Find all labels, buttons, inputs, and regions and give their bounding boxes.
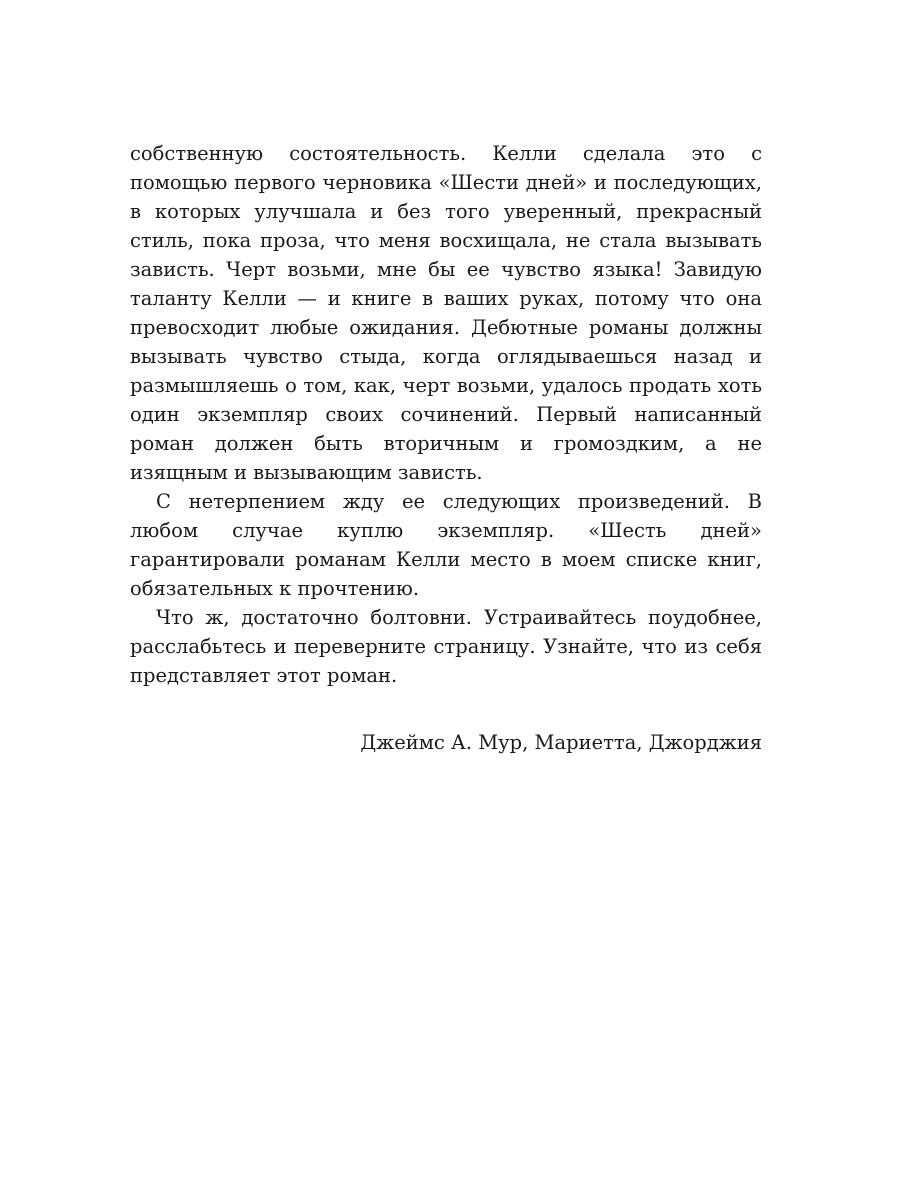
page-body	[130, 139, 762, 757]
foreword-text	[130, 139, 762, 690]
paragraph-continued: собственную состоятельность. Келли сделала это с помощью первого черновика «Шести дней» и последующих, в которых улучшала и без того уверенный, прекрасный стиль, пока проза, что меня восхищала, не стала вызывать зависть. Черт возьми, мне бы ее чувство языка! Завидую таланту Келли — и книге в ваших руках, потому что она превосходит любые ожидания. Дебютные романы должны вызывать чувство стыда, когда оглядываешься назад и размышляешь о том, как, черт возьми, удалось продать хоть один экземпляр своих сочинений. Первый написанный роман должен быть вторичным и громоздким, а не изящным и вызывающим зависть.	[130, 142, 762, 484]
author-signature: Джеймс А. Мур, Мариетта, Джорджия	[360, 731, 762, 754]
paragraph: Что ж, достаточно болтовни. Устраивайтесь поудобнее, расслабьтесь и переверните страницу. Узнайте, что из себя представляет этот роман.	[130, 606, 762, 687]
paragraph: С нетерпением жду ее следующих произведений. В любом случае куплю экземпляр. «Шесть дней» гарантировали романам Келли место в моем списке книг, обязательных к прочтению.	[130, 490, 762, 600]
